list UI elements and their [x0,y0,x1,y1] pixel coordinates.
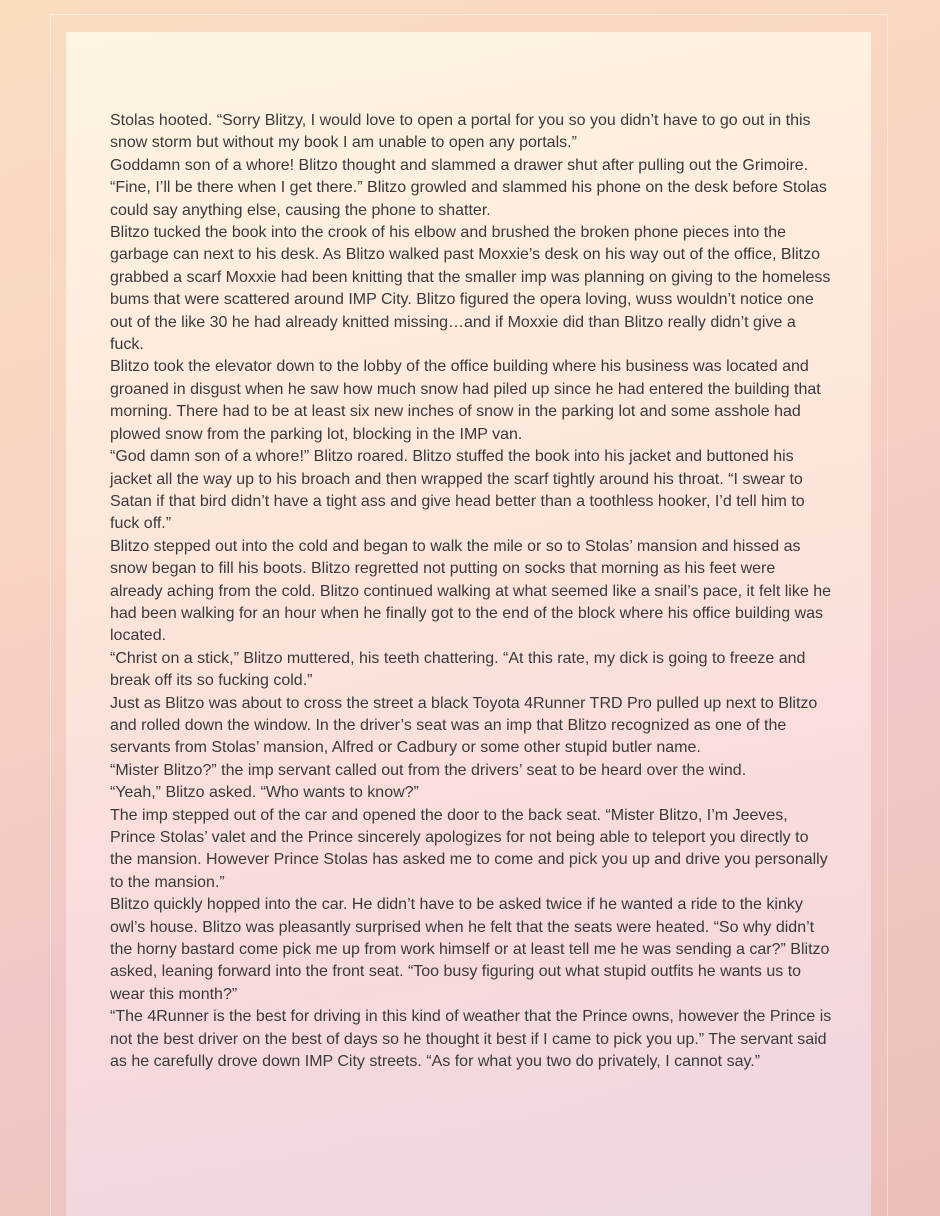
paragraph-8: Just as Blitzo was about to cross the street a black Toyota 4Runner TRD Pro pulled up next to Blitzo and rolled down the window. In the driver’s seat was an imp that Blitzo recognized as one of the servants from Stolas’ mansion, Alfred or Cadbury or some other stupid butler name. [110,694,818,757]
story-text [110,110,832,1073]
paragraph-5: “God damn son of a whore!” Blitzo roared. Blitzo stuffed the book into his jacket and buttoned his jacket all the way up to his broach and then wrapped the scarf tightly around his throat. “I swear to Satan if that bird didn’t have a tight ass and give head better than a toothless hooker, I’d tell him to fuck off.” [110,448,805,533]
paragraph-1: Stolas hooted. “Sorry Blitzy, I would love to open a portal for you so you didn’t have to go out in this snow storm but without my book I am unable to open any portals.” [110,112,811,152]
paragraph-9: “Mister Blitzo?” the imp servant called out from the drivers’ seat to be heard over the wind. [110,761,747,779]
paragraph-13: “The 4Runner is the best for driving in this kind of weather that the Prince owns, however the Prince is not the best driver on the best of days so he thought it best if I came to pick you up.” The servant said as he carefully drove down IMP City streets. “As for what you two do privately, I cannot say.” [110,1008,832,1071]
paragraph-6: Blitzo stepped out into the cold and began to walk the mile or so to Stolas’ mansion and hissed as snow began to fill his boots. Blitzo regretted not putting on socks that morning as his feet were already aching from the cold. Blitzo continued walking at what seemed like a snail’s pace, it felt like he had been walking for an hour when he finally got to the end of the block where his office building was located. [110,537,831,645]
paragraph-2: Goddamn son of a whore! Blitzo thought and slammed a drawer shut after pulling out the Grimoire. “Fine, I’ll be there when I get there.” Blitzo growled and slammed his phone on the desk before Stolas could say anything else, causing the phone to shatter. [110,156,827,219]
paragraph-7: “Christ on a stick,” Blitzo muttered, his teeth chattering. “At this rate, my dick is going to freeze and break off its so fucking cold.” [110,649,806,690]
paragraph-10: “Yeah,” Blitzo asked. “Who wants to know?” [110,784,419,802]
paragraph-4: Blitzo took the elevator down to the lobby of the office building where his business was located and groaned in disgust when he saw how much snow had piled up since he had entered the building that morning. There had to be at least six new inches of snow in the parking lot and some asshole had plowed snow from the parking lot, blocking in the IMP van. [110,358,821,443]
paragraph-11: The imp stepped out of the car and opened the door to the back seat. “Mister Blitzo, I’m Jeeves, Prince Stolas’ valet and the Prince sincerely apologizes for not being able to teleport you directly to the mansion. However Prince Stolas has asked me to come and pick you up and drive you personally to the mansion.” [110,806,828,891]
paragraph-12: Blitzo quickly hopped into the car. He didn’t have to be asked twice if he wanted a ride to the kinky owl’s house. Blitzo was pleasantly surprised when he felt that the seats were heated. “So why didn’t the horny bastard come pick me up from work himself or at least tell me he was sending a car?” Blitzo asked, leaning forward into the front seat. “Too busy figuring out what stupid outfits he wants us to wear this month?” [110,896,830,1003]
paragraph-3: Blitzo tucked the book into the crook of his elbow and brushed the broken phone pieces into the garbage can next to his desk. As Blitzo walked past Moxxie’s desk on his way out of the office, Blitzo grabbed a scarf Moxxie had been knitting that the smaller imp was planning on giving to the homeless bums that were scattered around IMP City. Blitzo figured the opera loving, wuss wouldn’t notice one out of the like 30 he had already knitted missing…and if Moxxie did than Blitzo really didn’t give a fuck. [110,224,831,354]
document-page [66,32,871,1216]
